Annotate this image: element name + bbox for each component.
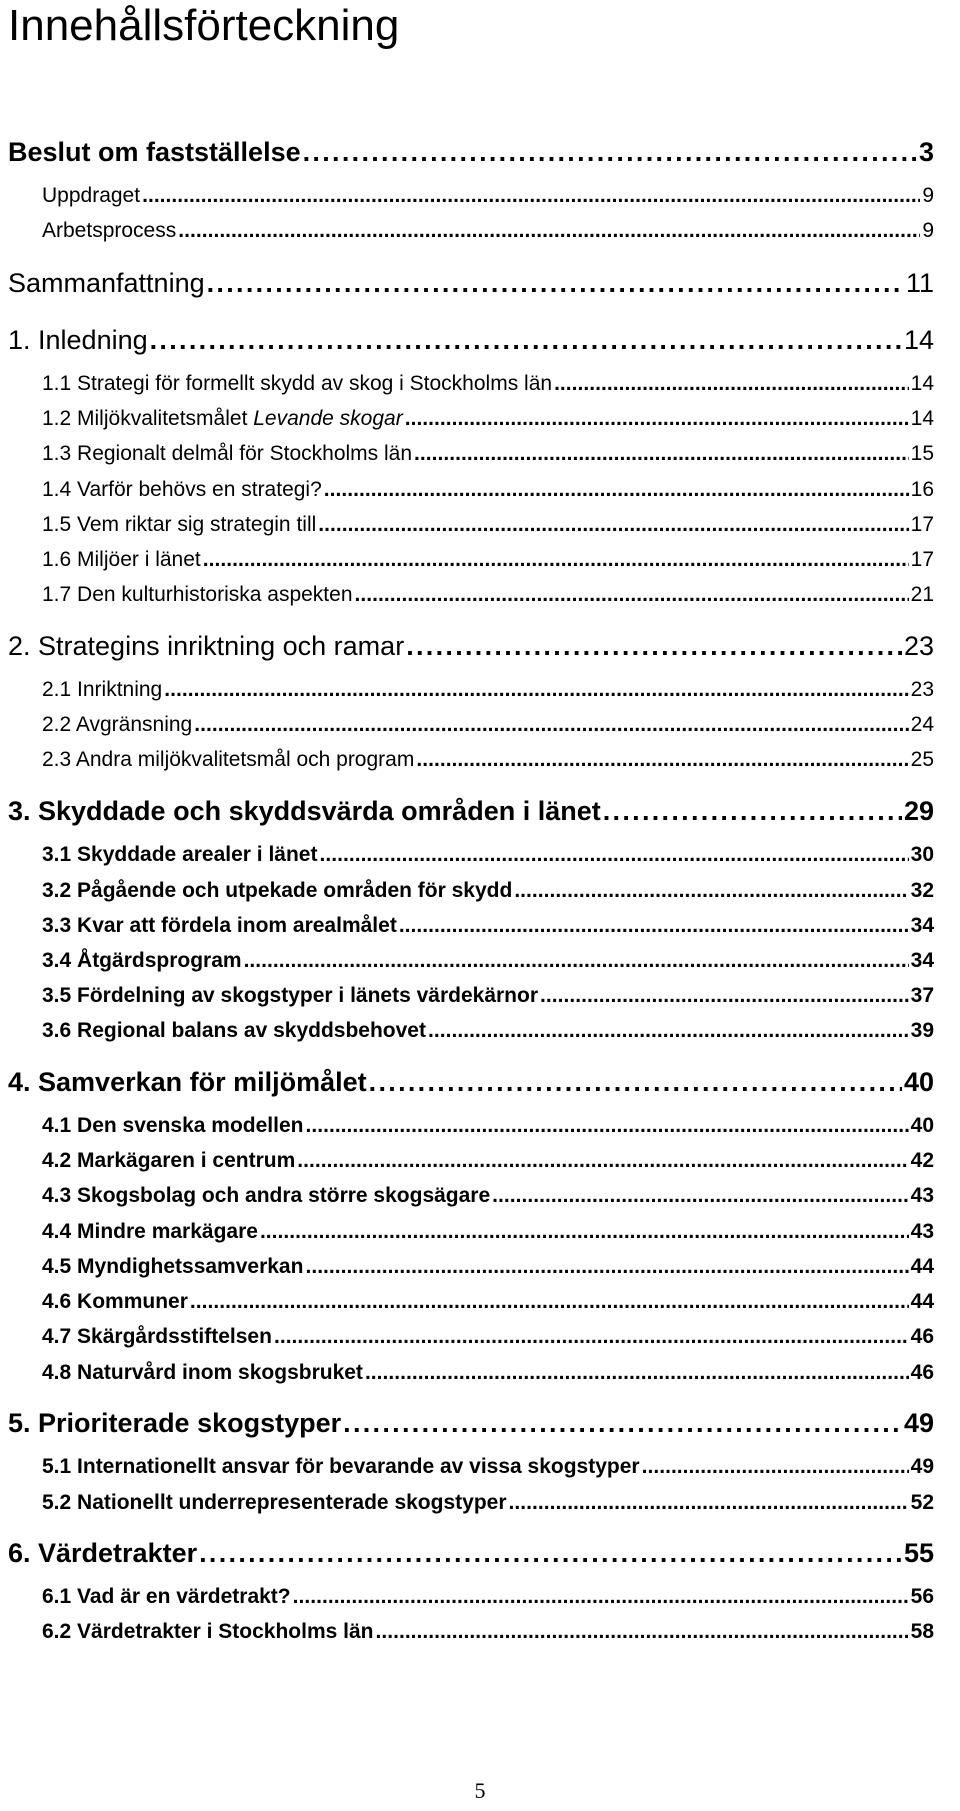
dot-leader: [194, 711, 908, 739]
toc-entry-label: [42, 405, 403, 433]
dot-leader: [406, 628, 902, 664]
toc-entry-label: 1.1 Strategi för formellt skydd av skog i Stockholms län: [42, 372, 553, 395]
toc-entry-label: 2. Strategins inriktning och ramar: [8, 631, 405, 661]
toc-entry-label: 5.2 Nationellt underrepresenterade skogstyper: [42, 1491, 507, 1514]
toc-entry-page-number: 49: [903, 1408, 934, 1438]
dot-leader: [642, 1453, 909, 1481]
toc-entry-page-number: 21: [910, 583, 934, 606]
toc-entry-page-number: 14: [903, 325, 934, 355]
toc-entry[interactable]: [8, 265, 934, 301]
toc-entry-page-number: 34: [910, 914, 934, 937]
toc-entry-page-number: 15: [910, 442, 934, 465]
toc-entry-page-number: 17: [910, 513, 934, 536]
toc-entry[interactable]: [42, 1218, 934, 1246]
toc-entry-label: 1.7 Den kulturhistoriska aspekten: [42, 583, 353, 606]
toc-entry-page-number: 40: [903, 1067, 934, 1097]
dot-leader: [303, 134, 917, 170]
toc-entry[interactable]: [42, 1253, 934, 1281]
dot-leader: [514, 877, 908, 905]
dot-leader: [203, 546, 909, 574]
toc-entry-page-number: 52: [910, 1491, 934, 1514]
toc-entry-page-number: 14: [910, 372, 934, 395]
toc-entry-label: Uppdraget: [42, 184, 141, 207]
toc-entry[interactable]: [42, 1112, 934, 1140]
toc-entry-page-number: 44: [910, 1255, 934, 1278]
toc-entry-page-number: 17: [910, 548, 934, 571]
toc-entry-page-number: 23: [903, 631, 934, 661]
toc-entry[interactable]: [42, 1489, 934, 1517]
toc-entry[interactable]: [42, 1288, 934, 1316]
toc-entry[interactable]: [8, 322, 934, 358]
toc-entry-page-number: 30: [910, 843, 934, 866]
toc-entry[interactable]: [42, 217, 934, 245]
toc-entry-page-number: 42: [910, 1149, 934, 1172]
dot-leader: [178, 217, 920, 245]
toc-entry[interactable]: [42, 581, 934, 609]
toc-entry-label: 3.5 Fördelning av skogstyper i länets värdekärnor: [42, 984, 539, 1007]
toc-entry[interactable]: [42, 982, 934, 1010]
toc-entry-label: 3.1 Skyddade arealer i länet: [42, 843, 318, 866]
toc-entry-page-number: 56: [910, 1585, 934, 1608]
dot-leader: [365, 1359, 909, 1387]
toc-entry-label: Sammanfattning: [8, 268, 205, 298]
toc-entry-label: 3.4 Åtgärdsprogram: [42, 949, 242, 972]
toc-entry-page-number: 46: [910, 1361, 934, 1384]
dot-leader: [305, 1253, 908, 1281]
dot-leader: [190, 1288, 909, 1316]
toc-entry-page-number: 23: [910, 678, 934, 701]
dot-leader: [540, 982, 909, 1010]
toc-entry-page-number: 58: [910, 1620, 934, 1643]
toc-entry[interactable]: [8, 134, 934, 170]
toc-entry-label: 2.1 Inriktning: [42, 678, 163, 701]
toc-entry[interactable]: [42, 1182, 934, 1210]
dot-leader: [324, 476, 909, 504]
toc-entry-page-number: 29: [903, 796, 934, 826]
toc-entry-label: 2.3 Andra miljökvalitetsmål och program: [42, 748, 415, 771]
toc-entry[interactable]: [42, 1323, 934, 1351]
toc-entry-page-number: 40: [910, 1114, 934, 1137]
dot-leader: [305, 1112, 908, 1140]
toc-entry-page-number: 11: [905, 268, 934, 298]
toc-entry[interactable]: [8, 793, 934, 829]
toc-entry-label: 6. Värdetrakter: [8, 1538, 198, 1568]
toc-entry-page-number: 43: [910, 1184, 934, 1207]
dot-leader: [492, 1182, 908, 1210]
toc-entry-label: 1.3 Regionalt delmål för Stockholms län: [42, 442, 413, 465]
toc-entry-label: 4.8 Naturvård inom skogsbruket: [42, 1361, 363, 1384]
toc-entry[interactable]: [42, 370, 934, 398]
dot-leader: [274, 1323, 909, 1351]
toc-entry-label: 4. Samverkan för miljömålet: [8, 1067, 367, 1097]
toc-entry-page-number: 24: [910, 713, 934, 736]
toc-entry-page-number: 34: [910, 949, 934, 972]
toc-entry[interactable]: [42, 912, 934, 940]
toc-entry-page-number: 25: [910, 748, 934, 771]
toc-entry[interactable]: [8, 1405, 934, 1441]
toc-entry-label: 4.2 Markägaren i centrum: [42, 1149, 296, 1172]
dot-leader: [375, 1618, 908, 1646]
dot-leader: [405, 405, 909, 433]
dot-leader: [199, 1535, 902, 1571]
dot-leader: [207, 265, 904, 301]
toc-entry-label: 5.1 Internationellt ansvar för bevarande av vissa skogstyper: [42, 1455, 640, 1478]
dot-leader: [164, 676, 908, 704]
toc-entry-label: 6.1 Vad är en värdetrakt?: [42, 1585, 291, 1608]
toc-entry-label-italic: Levande skogar: [253, 407, 403, 430]
dot-leader: [355, 581, 909, 609]
dot-leader: [428, 1017, 909, 1045]
toc-entry[interactable]: [42, 1618, 934, 1646]
dot-leader: [297, 1147, 908, 1175]
page-number: 5: [474, 1778, 486, 1803]
toc-entry-page-number: 39: [910, 1019, 934, 1042]
toc-entry-page-number: 16: [910, 478, 934, 501]
toc-entry[interactable]: [42, 746, 934, 774]
toc-entry-label: 4.3 Skogsbolag och andra större skogsägare: [42, 1184, 491, 1207]
toc-entry-label: 6.2 Värdetrakter i Stockholms län: [42, 1620, 374, 1643]
toc-entry[interactable]: [8, 628, 934, 664]
toc-entry[interactable]: [42, 711, 934, 739]
toc-entry-page-number: 46: [910, 1325, 934, 1348]
dot-leader: [399, 912, 909, 940]
toc-entry-label: 4.6 Kommuner: [42, 1290, 188, 1313]
toc-entry[interactable]: [42, 182, 934, 210]
toc-entry-page-number: 3: [918, 137, 934, 167]
toc-entry-page-number: 43: [910, 1220, 934, 1243]
toc-entry-label: 3.3 Kvar att fördela inom arealmålet: [42, 914, 397, 937]
toc-entry-page-number: 32: [910, 879, 934, 902]
toc-entry-label: 3.2 Pågående och utpekade områden för skydd: [42, 879, 513, 902]
dot-leader: [414, 440, 909, 468]
toc-entry-page-number: 44: [910, 1290, 934, 1313]
dot-leader: [343, 1405, 902, 1441]
dot-leader: [369, 1064, 902, 1100]
toc-entry[interactable]: [42, 546, 934, 574]
toc-entry[interactable]: [42, 1017, 934, 1045]
toc-entry[interactable]: [42, 440, 934, 468]
toc-entry-label: 1. Inledning: [8, 325, 148, 355]
dot-leader: [509, 1489, 909, 1517]
dot-leader: [416, 746, 908, 774]
dot-leader: [319, 841, 908, 869]
toc-entry[interactable]: [42, 1359, 934, 1387]
toc-entry[interactable]: [42, 511, 934, 539]
toc-entry-label: 1.5 Vem riktar sig strategin till: [42, 513, 317, 536]
dot-leader: [260, 1218, 909, 1246]
toc-entry-page-number: 14: [910, 407, 934, 430]
dot-leader: [142, 182, 920, 210]
dot-leader: [603, 793, 902, 829]
toc-entry-label: 2.2 Avgränsning: [42, 713, 193, 736]
toc-entry-label: 4.5 Myndighetssamverkan: [42, 1255, 304, 1278]
toc-entry-label-text: 1.2 Miljökvalitetsmålet: [42, 407, 254, 430]
toc-entry-label: 1.4 Varför behövs en strategi?: [42, 478, 322, 501]
toc-entry[interactable]: [8, 1064, 934, 1100]
toc-entry[interactable]: [42, 1583, 934, 1611]
dot-leader: [554, 370, 909, 398]
toc-entry-label: 3. Skyddade och skyddsvärda områden i länet: [8, 796, 601, 826]
toc-entry-page-number: 55: [903, 1538, 934, 1568]
toc-entry[interactable]: [42, 476, 934, 504]
toc-entry-label: 3.6 Regional balans av skyddsbehovet: [42, 1019, 426, 1042]
toc-entry[interactable]: [42, 1147, 934, 1175]
toc-entry[interactable]: [42, 947, 934, 975]
toc-entry-page-number: 49: [910, 1455, 934, 1478]
dot-leader: [318, 511, 908, 539]
dot-leader: [244, 947, 909, 975]
toc-entry-label: 4.1 Den svenska modellen: [42, 1114, 304, 1137]
toc-entry[interactable]: [42, 676, 934, 704]
toc-entry-label: 1.6 Miljöer i länet: [42, 548, 201, 571]
toc-entry[interactable]: [42, 877, 934, 905]
toc-entry[interactable]: [42, 1453, 934, 1481]
toc-entry-page-number: 9: [922, 219, 934, 242]
toc-entry-label: 4.7 Skärgårdsstiftelsen: [42, 1325, 272, 1348]
toc-entry[interactable]: [42, 405, 934, 433]
toc-entry-label: 5. Prioriterade skogstyper: [8, 1408, 342, 1438]
toc-entry-label: 4.4 Mindre markägare: [42, 1220, 258, 1243]
page-title: Innehållsförteckning: [8, 1, 400, 50]
toc-entry[interactable]: [42, 841, 934, 869]
toc-entry-label: Beslut om fastställelse: [8, 137, 301, 167]
dot-leader: [293, 1583, 909, 1611]
toc-entry-page-number: 37: [910, 984, 934, 1007]
toc-entry-page-number: 9: [922, 184, 934, 207]
toc-entry-label: Arbetsprocess: [42, 219, 177, 242]
toc-entry[interactable]: [8, 1535, 934, 1571]
dot-leader: [150, 322, 902, 358]
